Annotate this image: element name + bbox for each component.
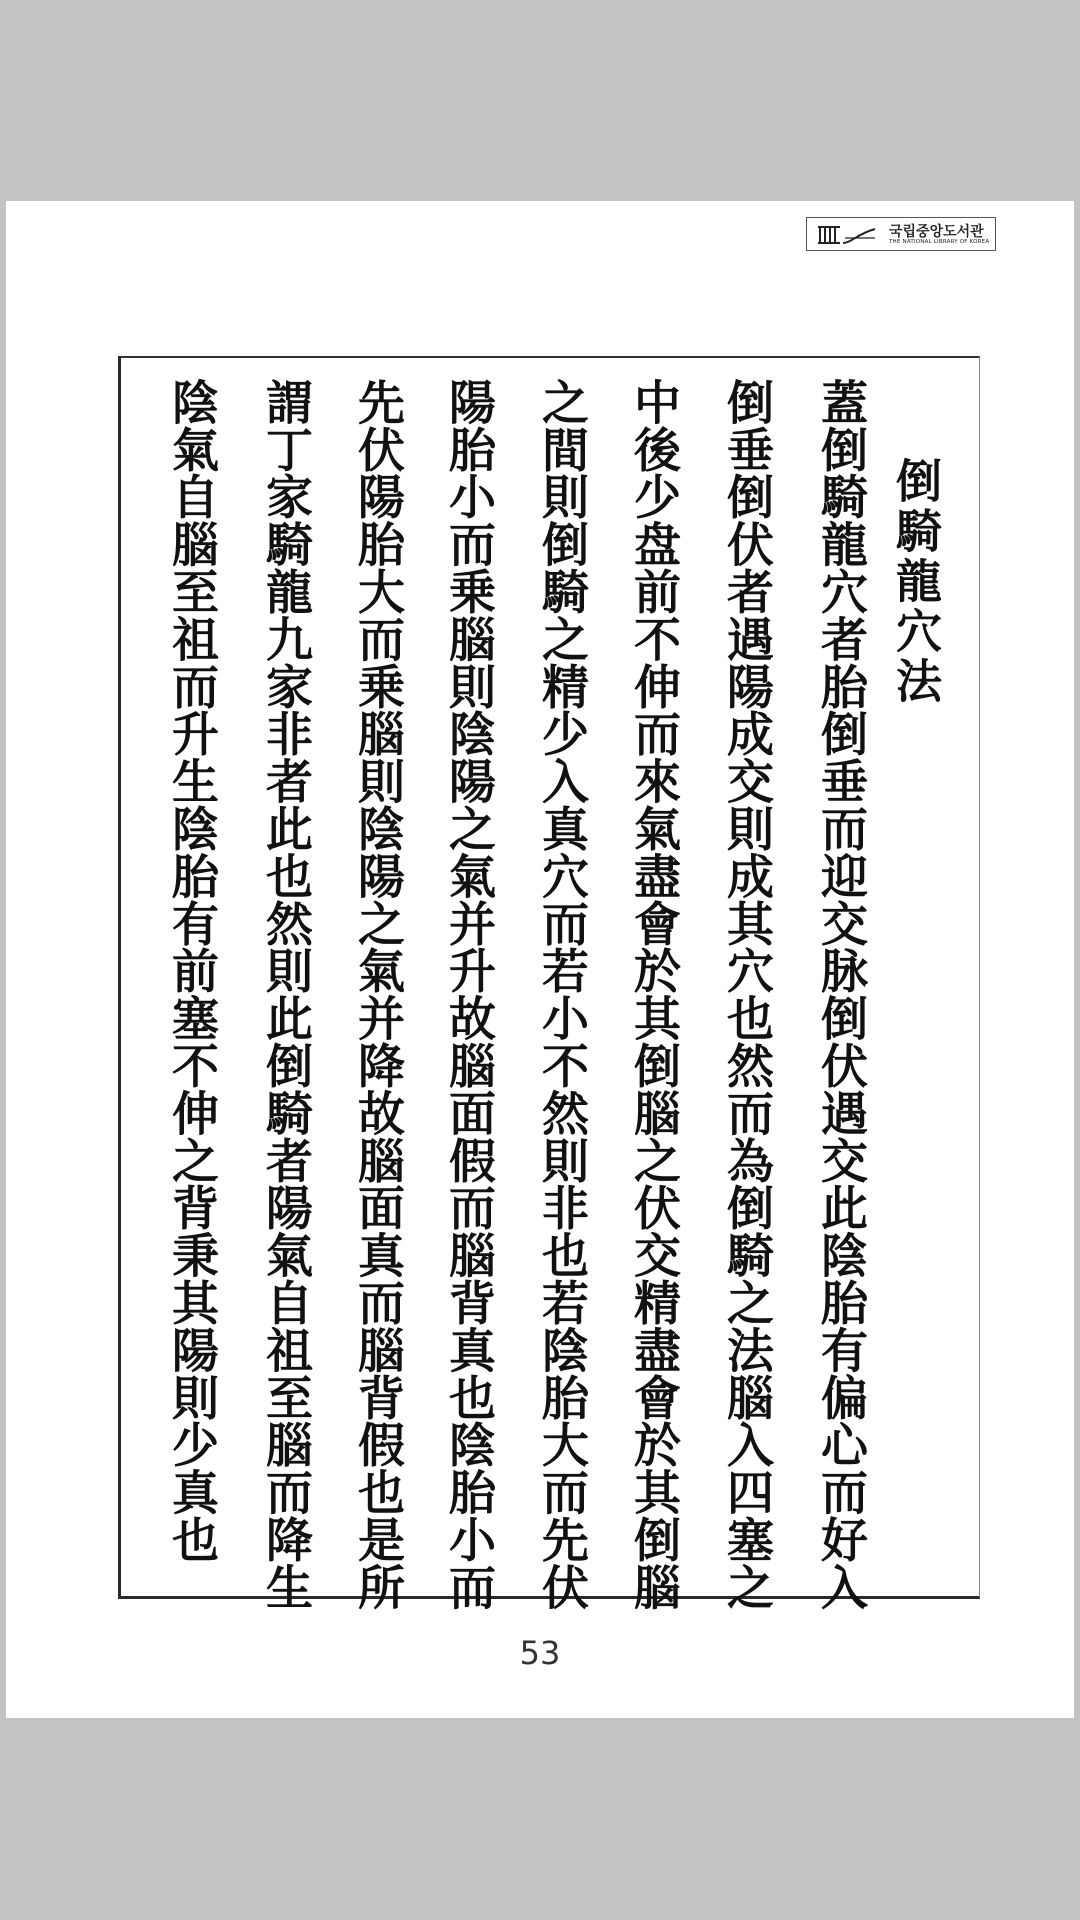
text-column-5: 陽胎小而乗腦則陰陽之氣并升故腦面假而腦背真也陰胎小而 (441, 378, 496, 1611)
document-title: 倒騎龍穴法 (889, 457, 943, 707)
page-number: 53 (519, 1634, 561, 1672)
text-column-1: 蓋倒騎龍穴者胎倒垂而迎交脉倒伏遇交此陰胎有偏心而好入 (813, 378, 868, 1611)
text-column-6: 先伏陽胎大而乗腦則陰陽之氣并降故腦面真而腦背假也是所 (350, 378, 405, 1611)
text-column-8: 陰氣自腦至祖而升生陰胎有前塞不伸之背秉其陽則少真也 (164, 378, 219, 1563)
logo-english-name: THE NATIONAL LIBRARY OF KOREA (889, 239, 990, 245)
text-column-3: 中後少盘前不伸而來氣盡會於其倒腦之伏交精盡會於其倒腦 (626, 378, 681, 1611)
library-building-icon (817, 224, 877, 246)
logo-korean-name: 국립중앙도서관 (889, 224, 984, 240)
text-column-2: 倒垂倒伏者遇陽成交則成其穴也然而為倒騎之法腦入四塞之 (719, 378, 774, 1611)
text-column-7: 謂丁家騎龍九家非者此也然則此倒騎者陽氣自祖至腦而降生 (258, 378, 313, 1611)
document-page (6, 201, 1074, 1718)
text-column-4: 之間則倒騎之精少入真穴而若小不然則非也若陰胎大而先伏 (534, 378, 589, 1611)
library-logo (806, 217, 996, 251)
text-frame (118, 356, 980, 1611)
